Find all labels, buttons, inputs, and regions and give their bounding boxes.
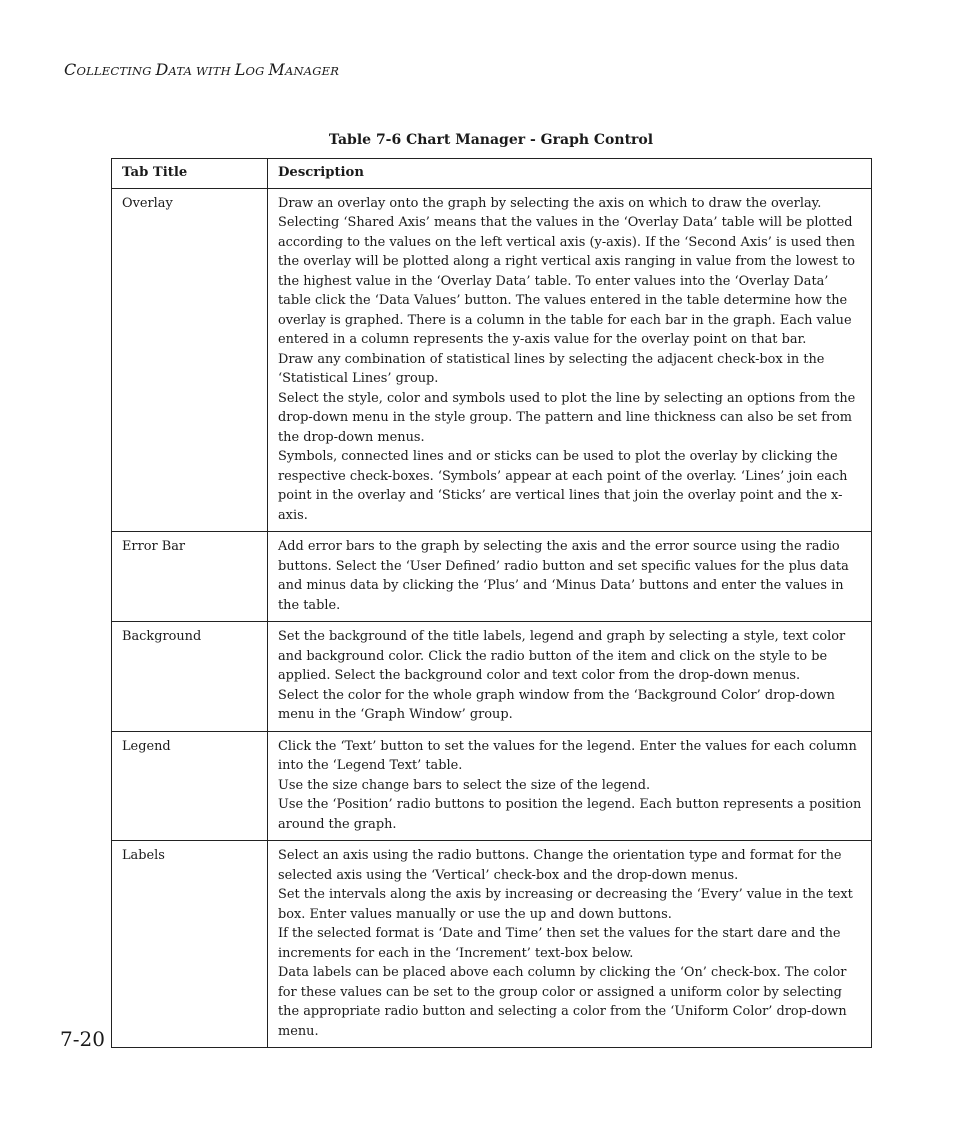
running-header-part: ANAGER — [285, 64, 340, 78]
table-row — [112, 532, 872, 622]
tab-title-cell: Overlay — [112, 188, 268, 532]
description-paragraph: Add error bars to the graph by selecting the axis and the error source using the radio buttons. Select the ‘User Defined’ radio button and set specific values for the plus data and minus data by clicking the ‘Plus’ and ‘Minus Data’ buttons and enter the values in the table. — [278, 539, 849, 613]
running-header — [64, 60, 339, 79]
running-header-part: ATA WITH — [168, 64, 235, 78]
table-header-row — [112, 159, 872, 189]
running-header-part: D — [155, 60, 169, 79]
description-paragraph: Use the size change bars to select the size of the legend. — [278, 777, 651, 793]
column-header-tab-title: Tab Title — [112, 159, 268, 189]
description-paragraph: Select the color for the whole graph window from the ‘Background Color’ drop-down menu in the ‘Graph Window’ group. — [278, 687, 835, 722]
description-cell — [268, 532, 872, 622]
tab-title-cell: Background — [112, 622, 268, 732]
table-row — [112, 731, 872, 841]
description-paragraph: Symbols, connected lines and or sticks can be used to plot the overlay by clicking the respective check-boxes. ‘Symbols’ appear at each point of the overlay. ‘Lines’ join each point in the overlay and ‘Sticks’ are vertical lines that join the overlay point and the x-axis. — [278, 449, 848, 523]
running-header-part: M — [268, 60, 285, 79]
table-body — [112, 188, 872, 1048]
description-paragraph: Data labels can be placed above each column by clicking the ‘On’ check-box. The color for these values can be set to the group color or assigned a uniform color by selecting the appropriate radio button and selecting a color from the ‘Uniform Color’ drop-down menu. — [278, 965, 847, 1039]
graph-control-table — [111, 158, 872, 1048]
running-header-part: OG — [245, 64, 269, 78]
description-cell — [268, 841, 872, 1048]
description-cell — [268, 188, 872, 532]
description-paragraph: If the selected format is ‘Date and Time’ then set the values for the start dare and the increments for each in the ‘Increment’ text-box below. — [278, 926, 841, 961]
description-paragraph: Select the style, color and symbols used to plot the line by selecting an options from the drop-down menu in the style group. The pattern and line thickness can also be set from the drop-down menus. — [278, 390, 856, 445]
description-cell — [268, 622, 872, 732]
running-header-part: OLLECTING — [76, 64, 156, 78]
description-paragraph: Click the ‘Text’ button to set the values for the legend. Enter the values for each column into the ‘Legend Text’ table. — [278, 738, 857, 773]
description-paragraph: Draw an overlay onto the graph by selecting the axis on which to draw the overlay. Selecting ‘Shared Axis’ means that the values in the ‘Overlay Data’ table will be plotted according to the values on the left vertical axis (y-axis). If the ‘Second Axis’ is used then the overlay will be plotted along a right vertical axis ranging in value from the lowest to the highest value in the ‘Overlay Data’ table. To enter values into the ‘Overlay Data’ table click the ‘Data Values’ button. The values entered in the table determine how the overlay is graphed. There is a column in the table for each bar in the graph. Each value entered in a column represents the y-axis value for the overlay point on that bar. — [278, 195, 856, 347]
description-cell — [268, 731, 872, 841]
description-paragraph: Set the background of the title labels, legend and graph by selecting a style, text color and background color. Click the radio button of the item and click on the style to be applied. Select the background color and text color from the drop-down menus. — [278, 629, 846, 683]
tab-title-cell: Error Bar — [112, 532, 268, 622]
running-header-part: L — [234, 60, 246, 79]
page-number: 7-20 — [60, 1027, 105, 1051]
tab-title-cell: Legend — [112, 731, 268, 841]
description-paragraph: Select an axis using the radio buttons. Change the orientation type and format for the selected axis using the ‘Vertical’ check-box and the drop-down menus. — [278, 848, 842, 883]
column-header-description: Description — [268, 159, 872, 189]
table-row — [112, 622, 872, 732]
description-paragraph: Set the intervals along the axis by increasing or decreasing the ‘Every’ value in the text box. Enter values manually or use the up and down buttons. — [278, 887, 853, 922]
description-paragraph: Draw any combination of statistical lines by selecting the adjacent check-box in the ‘Statistical Lines’ group. — [278, 351, 825, 386]
running-header-part: C — [64, 60, 77, 79]
table-caption: Table 7-6 Chart Manager - Graph Control — [328, 132, 654, 148]
table-row — [112, 841, 872, 1048]
table-row — [112, 188, 872, 532]
tab-title-cell: Labels — [112, 841, 268, 1048]
description-paragraph: Use the ‘Position’ radio buttons to position the legend. Each button represents a position around the graph. — [278, 797, 862, 832]
